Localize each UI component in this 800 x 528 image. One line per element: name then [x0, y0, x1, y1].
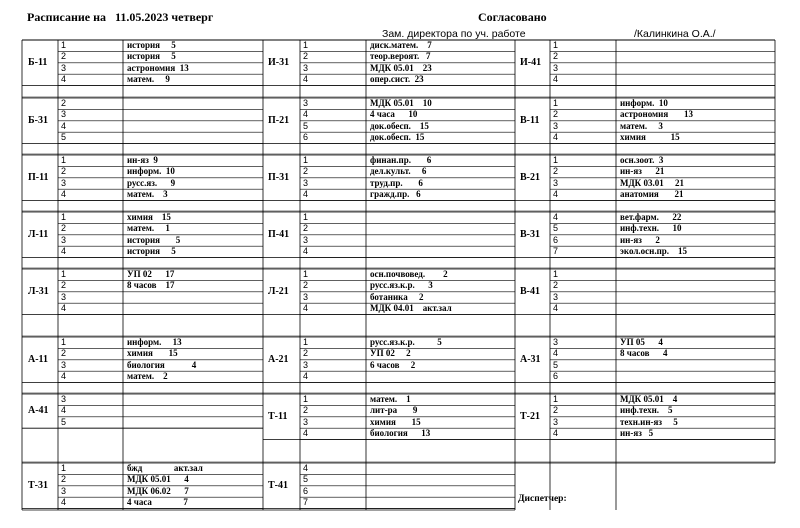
lesson-number: 2	[61, 98, 67, 108]
lesson-entry: УП 02 2	[370, 348, 411, 359]
lesson-entry: химия 15	[370, 416, 421, 427]
group-label: В-21	[520, 171, 540, 183]
lesson-number: 4	[303, 189, 309, 200]
lesson-number: 3	[61, 359, 67, 370]
group-label: Т-21	[520, 410, 540, 422]
lesson-number: 3	[553, 177, 559, 188]
lesson-entry: история 5	[127, 51, 176, 62]
lesson-number: 3	[61, 485, 67, 496]
lesson-entry: история 5	[127, 40, 176, 50]
lesson-entry: ботаника 2	[370, 291, 424, 302]
lesson-entry: история 5	[127, 246, 176, 257]
lesson-entry: ин-яз 5	[620, 428, 654, 439]
lesson-number: 4	[61, 371, 67, 382]
lesson-number: 3	[61, 109, 67, 120]
lesson-number: 2	[303, 223, 309, 234]
lesson-number: 1	[61, 463, 67, 473]
lesson-number: 1	[553, 98, 559, 108]
group-label: Т-11	[268, 410, 288, 422]
group-label: Б-11	[28, 56, 48, 68]
lesson-entry: 4 часа 7	[127, 497, 188, 508]
lesson-number: 4	[61, 74, 67, 85]
lesson-number: 5	[303, 120, 309, 131]
lesson-number: 1	[303, 394, 309, 404]
lesson-entry: химия 15	[620, 132, 680, 143]
lesson-number: 2	[61, 223, 67, 234]
lesson-number: 2	[553, 166, 559, 177]
lesson-number: 2	[553, 109, 559, 120]
lesson-entry: химия 15	[127, 212, 171, 222]
lesson-entry: матем. 1	[127, 223, 170, 234]
lesson-entry: УП 05 4	[620, 337, 663, 347]
lesson-number: 7	[303, 497, 309, 508]
lesson-entry: опер.сист. 23	[370, 74, 424, 85]
group-label: А-21	[268, 353, 289, 365]
group-label: П-11	[28, 171, 49, 183]
lesson-entry: химия 15	[127, 348, 178, 359]
lesson-number: 2	[303, 348, 309, 359]
lesson-number: 2	[61, 348, 67, 359]
lesson-number: 4	[553, 189, 559, 200]
lesson-number: 1	[553, 394, 559, 404]
lesson-number: 3	[61, 394, 67, 404]
lesson-entry: русс.яз.к.р. 3	[370, 280, 433, 291]
lesson-entry: ин-яз 21	[620, 166, 665, 177]
group-label: П-21	[268, 114, 290, 126]
lesson-entry: матем. 3	[620, 120, 663, 131]
group-label: А-31	[520, 353, 541, 365]
lesson-number: 1	[553, 269, 559, 279]
lesson-number: 2	[553, 405, 559, 416]
lesson-number: 4	[553, 428, 559, 439]
approved-label: Согласовано	[478, 10, 547, 24]
lesson-entry: лит-ра 9	[370, 405, 418, 416]
lesson-entry: гражд.пр. 6	[370, 189, 421, 200]
group-label: Л-31	[28, 285, 49, 297]
lesson-entry: астрономия 13	[620, 109, 693, 120]
lesson-number: 3	[553, 337, 559, 347]
lesson-number: 3	[303, 291, 309, 302]
group-label: Т-41	[268, 479, 288, 491]
lesson-number: 5	[553, 359, 559, 370]
lesson-number: 2	[553, 51, 559, 62]
lesson-entry: 8 часов 17	[127, 280, 175, 291]
lesson-number: 1	[303, 155, 309, 165]
lesson-number: 4	[303, 371, 309, 382]
lesson-entry: биология 13	[370, 428, 431, 439]
lesson-entry: техн.ин-яз 5	[620, 416, 678, 427]
lesson-number: 1	[61, 40, 67, 50]
group-label: В-31	[520, 228, 540, 240]
lesson-entry: МДК 03.01 21	[620, 177, 684, 188]
lesson-entry: МДК 05.01 23	[370, 62, 432, 73]
lesson-number: 3	[61, 177, 67, 188]
group-label: П-31	[268, 171, 290, 183]
lesson-entry: МДК 05.01 4	[127, 474, 189, 485]
group-label: А-41	[28, 405, 49, 417]
lesson-number: 6	[553, 234, 559, 245]
group-label: Б-31	[28, 114, 48, 126]
lesson-number: 1	[303, 337, 309, 347]
lesson-number: 1	[61, 337, 67, 347]
lesson-entry: русс.яз. 9	[127, 177, 176, 188]
lesson-entry: ин-яз 2	[620, 234, 660, 245]
lesson-number: 4	[553, 132, 559, 143]
lesson-number: 3	[553, 120, 559, 131]
lesson-number: 1	[303, 269, 309, 279]
lesson-number: 6	[303, 485, 309, 496]
lesson-number: 4	[61, 303, 67, 314]
approver-role: Зам. директора по уч. работе	[382, 28, 526, 40]
lesson-number: 1	[553, 155, 559, 165]
group-label: А-11	[28, 353, 48, 365]
lesson-number: 6	[303, 132, 309, 143]
lesson-number: 5	[61, 416, 67, 427]
lesson-number: 2	[61, 474, 67, 485]
lesson-entry: 8 часов 4	[620, 348, 668, 359]
lesson-entry: осн.почвовед. 2	[370, 269, 448, 279]
lesson-number: 3	[303, 416, 309, 427]
group-label: Т-31	[28, 479, 48, 491]
lesson-number: 1	[303, 212, 309, 222]
lesson-entry: инф.техн. 10	[620, 223, 682, 234]
lesson-entry: 6 часов 2	[370, 359, 416, 370]
lesson-number: 1	[61, 212, 67, 222]
lesson-entry: МДК 06.02 7	[127, 485, 189, 496]
group-label: Л-21	[268, 285, 289, 297]
lesson-entry: УП 02 17	[127, 269, 175, 279]
page-title: Расписание на 11.05.2023 четверг	[27, 10, 214, 24]
lesson-entry: ин-яз 9	[127, 155, 158, 165]
lesson-entry: русс.яз.к.р. 5	[370, 337, 442, 347]
lesson-entry: история 5	[127, 234, 181, 245]
lesson-number: 4	[61, 189, 67, 200]
lesson-number: 1	[61, 155, 67, 165]
lesson-entry: осн.зоот. 3	[620, 155, 664, 165]
lesson-entry: астрономия 13	[127, 62, 189, 73]
lesson-number: 5	[303, 474, 309, 485]
group-label: В-11	[520, 114, 540, 126]
lesson-number: 2	[553, 280, 559, 291]
lesson-entry: биология 4	[127, 359, 197, 370]
lesson-number: 2	[61, 166, 67, 177]
lesson-entry: информ. 10	[127, 166, 175, 177]
lesson-entry: матем. 9	[127, 74, 170, 85]
lesson-number: 1	[61, 269, 67, 279]
lesson-number: 1	[303, 40, 309, 50]
group-label: П-41	[268, 228, 290, 240]
lesson-number: 3	[303, 234, 309, 245]
lesson-entry: финан.пр. 6	[370, 155, 432, 165]
lesson-number: 4	[303, 303, 309, 314]
lesson-entry: док.обесп. 15	[370, 120, 429, 131]
lesson-number: 2	[303, 405, 309, 416]
lesson-number: 3	[553, 291, 559, 302]
lesson-number: 3	[303, 98, 309, 108]
lesson-entry: дел.культ. 6	[370, 166, 427, 177]
lesson-number: 4	[553, 74, 559, 85]
group-label: В-41	[520, 285, 540, 297]
lesson-number: 2	[61, 51, 67, 62]
lesson-number: 4	[553, 212, 559, 222]
group-label: Л-11	[28, 228, 49, 240]
dispatcher-label: Диспетчер:	[518, 494, 567, 504]
lesson-number: 2	[303, 166, 309, 177]
lesson-number: 3	[303, 62, 309, 73]
lesson-number: 3	[553, 416, 559, 427]
lesson-number: 4	[61, 497, 67, 508]
lesson-number: 1	[553, 40, 559, 50]
lesson-number: 4	[303, 109, 309, 120]
lesson-entry: МДК 05.01 10	[370, 98, 432, 108]
lesson-entry: матем. 1	[370, 394, 411, 404]
lesson-number: 4	[61, 246, 67, 257]
lesson-number: 4	[553, 348, 559, 359]
lesson-number: 3	[553, 62, 559, 73]
lesson-entry: труд.пр. 6	[370, 177, 423, 188]
lesson-number: 4	[553, 303, 559, 314]
lesson-entry: матем. 3	[127, 189, 168, 200]
lesson-number: 4	[303, 463, 309, 473]
lesson-entry: док.обесп. 15	[370, 132, 425, 143]
lesson-entry: инф.техн. 5	[620, 405, 673, 416]
lesson-entry: информ. 10	[620, 98, 668, 108]
lesson-number: 4	[61, 405, 67, 416]
lesson-entry: теор.вероят. 7	[370, 51, 431, 62]
lesson-entry: 4 часа 10	[370, 109, 418, 120]
lesson-entry: матем. 2	[127, 371, 168, 382]
lesson-number: 3	[61, 62, 67, 73]
group-label: И-31	[268, 56, 290, 68]
lesson-number: 3	[303, 359, 309, 370]
lesson-entry: экол.осн.пр. 15	[620, 246, 688, 257]
approver-name: /Калинкина О.А./	[634, 28, 716, 40]
lesson-number: 3	[61, 291, 67, 302]
lesson-entry: МДК 05.01 4	[620, 394, 678, 404]
lesson-number: 2	[61, 280, 67, 291]
lesson-entry: информ. 13	[127, 337, 182, 347]
lesson-entry: анатомия 21	[620, 189, 684, 200]
lesson-number: 3	[303, 177, 309, 188]
lesson-number: 3	[61, 234, 67, 245]
lesson-number: 5	[553, 223, 559, 234]
lesson-entry: бжд акт.зал	[127, 463, 203, 473]
lesson-number: 4	[303, 428, 309, 439]
group-label: И-41	[520, 56, 542, 68]
lesson-number: 7	[553, 246, 559, 257]
lesson-number: 4	[303, 246, 309, 257]
lesson-entry: вет.фарм. 22	[620, 212, 682, 222]
lesson-number: 2	[303, 51, 309, 62]
lesson-entry: МДК 04.01 акт.зал	[370, 303, 452, 314]
lesson-entry: диск.матем. 7	[370, 40, 432, 50]
lesson-number: 4	[61, 120, 67, 131]
lesson-number: 5	[61, 132, 67, 143]
lesson-number: 6	[553, 371, 559, 382]
lesson-number: 2	[303, 280, 309, 291]
lesson-number: 4	[303, 74, 309, 85]
